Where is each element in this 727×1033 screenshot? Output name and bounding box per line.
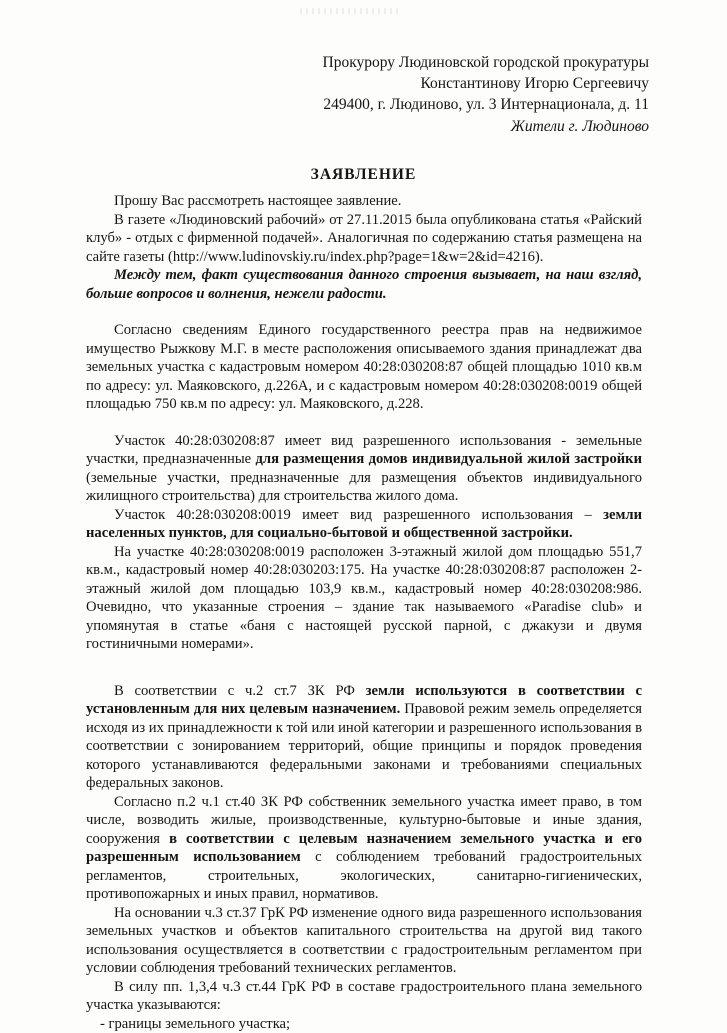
paragraph: [86, 506, 642, 543]
paragraph: [86, 682, 642, 793]
paragraph: Согласно сведениям Единого государственного реестра прав на недвижимое имущество Рыжкову М.Г. в месте расположения описываемого здания принадлежат два земельных участка с кадастровым номером 40:28:030208:87 общей площадью 1010 кв.м по адресу: ул. Маяковского, д.226А, и с кадастровым номером 40:28:030208:0019 общей площадью 750 кв.м по адресу: ул. Маяковского, д.228.: [86, 321, 642, 414]
text-run: В соответствии с ч.2 ст.7 ЗК РФ: [114, 683, 366, 699]
addressee-line: Константинову Игорю Сергеевичу: [323, 73, 650, 94]
paragraph: В газете «Людиновский рабочий» от 27.11.2015 была опубликована статья «Райский клуб» - отдых с фирменной подачей». Аналогичная по содержанию статья размещена на сайте газеты (http://www.ludinovskiy.ru/index.php?page=1&w=2&id=4216).: [86, 211, 642, 267]
scan-artifact: [300, 8, 400, 14]
text-run: с соблюдением требований градостроительных регламентов, строительных, экологических, санитарно-гигиенических, противопожарных и иных правил, нормативов.: [86, 849, 642, 902]
text-bold: земли используются в соответствии с установленным для них целевым назначением.: [86, 683, 642, 718]
paragraph: [86, 432, 642, 506]
addressee-line: Прокурору Людиновской городской прокуратуры: [323, 52, 650, 73]
text-bold: земли населенных пунктов, для социально-бытовой и общественной застройки.: [86, 507, 642, 542]
addressee-block: [323, 52, 650, 115]
paragraph: [86, 793, 642, 904]
paragraph: Прошу Вас рассмотреть настоящее заявление.: [86, 192, 642, 211]
paragraph: На участке 40:28:030208:0019 расположен 3-этажный жилой дом площадью 551,7 кв.м., кадастровый номер 40:28:030203:175. На участке 40:28:030208:87 расположен 2-этажный жилой дом площадью 103,9 кв.м., кадастровый номер 40:28:030208:986. Очевидно, что указанные строения – здание так называемого «Paradise club» и упомянутая в статье «баня с настоящей русской парной, с джакузи и двумя гостиничными номерами».: [86, 543, 642, 654]
list-item: - границы земельного участка;: [86, 1015, 642, 1033]
text-bold: для размещения домов индивидуальной жилой застройки: [256, 451, 643, 467]
text-bold: в соответствии с целевым назначением земельного участка и его разрешенным использованием: [86, 831, 642, 866]
sender: Жители г. Людиново: [511, 118, 649, 136]
text-run: Участок 40:28:030208:0019 имеет вид разрешенного использования –: [114, 507, 603, 523]
document-body: [86, 192, 642, 1033]
document-title: ЗАЯВЛЕНИЕ: [0, 166, 727, 184]
paragraph: В силу пп. 1,3,4 ч.3 ст.44 ГрК РФ в составе градостроительного плана земельного участка указываются:: [86, 978, 642, 1015]
paragraph-emphasis: Между тем, факт существования данного строения вызывает, на наш взгляд, больше вопросов и волнения, нежели радости.: [86, 266, 642, 303]
paragraph: На основании ч.3 ст.37 ГрК РФ изменение одного вида разрешенного использования земельных участков и объектов капитального строительства на другой вид такого использования осуществляется в соответствии с градостроительным регламентом при условии соблюдения требований технических регламентов.: [86, 904, 642, 978]
text-run: Участок 40:28:030208:87 имеет вид разрешенного использования - земельные участки, предназначенные: [86, 433, 642, 468]
text-run: Правовой режим земель определяется исходя из их принадлежности к той или иной категории и разрешенного использования в соответствии с зонированием территорий, общие принципы и порядок проведения которого устанавливаются федеральными законами и требованиями специальных федеральных законов.: [86, 701, 642, 791]
text-run: (земельные участки, предназначенные для размещения объектов индивидуального жилищного строительства) для строительства жилого дома.: [86, 470, 642, 505]
addressee-address: 249400, г. Людиново, ул. 3 Интернационала, д. 11: [323, 94, 650, 115]
text-run: Согласно п.2 ч.1 ст.40 ЗК РФ собственник земельного участка имеет право, в том числе, возводить жилые, производственные, культурно-бытовые и иные здания, сооружения: [86, 794, 642, 847]
